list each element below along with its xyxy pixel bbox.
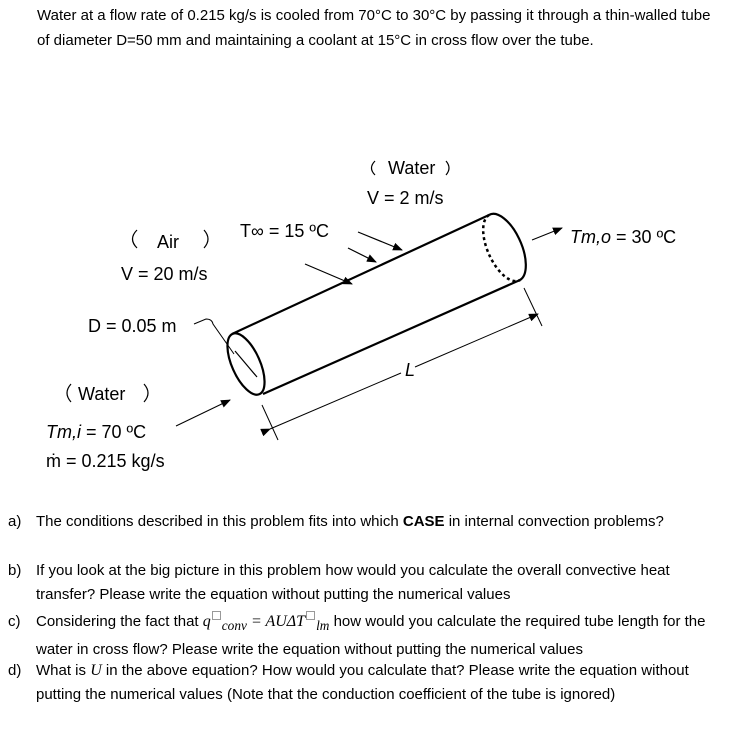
tmi bbox=[46, 421, 146, 443]
placeholder-box bbox=[306, 611, 315, 620]
case-keyword: CASE bbox=[402, 513, 445, 530]
tmi-value: = 70 ºC bbox=[86, 422, 147, 442]
question-d: d) What is U in the above equation? How would you calculate that? Please write the equation without putting the numerical values (Note that the conduction coefficient of the tube is ignored) bbox=[8, 659, 728, 707]
conv-equation: q $_{conv}$ = AUΔT $_{lm}$ bbox=[202, 613, 330, 634]
tmo-symbol: Tm,o bbox=[570, 227, 612, 247]
question-c: c) Considering the fact that q $_{conv}$ = AUΔT $_{lm}$ how would you calculate the required tube length for the water in cross flow? Please write the equation without putting the numerical values bbox=[8, 610, 728, 663]
air-label: Air bbox=[157, 232, 179, 252]
water-inlet-label: Water bbox=[78, 384, 126, 404]
question-b: b) If you look at the big picture in this problem how would you calculate the overall convective heat transfer? Please write the equation without putting the numerical values bbox=[8, 559, 728, 607]
t-infinity bbox=[240, 220, 329, 242]
inlet-arrow bbox=[176, 400, 230, 426]
diameter-label: D = 0.05 m bbox=[88, 316, 177, 336]
tmi-symbol: Tm,i bbox=[46, 422, 81, 442]
water-top-velocity: V = 2 m/s bbox=[367, 188, 444, 208]
question-letter: a) bbox=[8, 513, 22, 530]
placeholder-box bbox=[212, 611, 221, 620]
length-dimension bbox=[262, 288, 542, 440]
question-a: a) The conditions described in this problem fits into which CASE in internal convection problems? bbox=[8, 510, 728, 534]
mass-flow-label: ṁ = 0.215 kg/s bbox=[46, 451, 165, 471]
tube-outlet-end bbox=[489, 214, 526, 280]
air-velocity: V = 20 m/s bbox=[121, 264, 208, 284]
question-letter: b) bbox=[8, 562, 22, 579]
tmo bbox=[570, 226, 676, 248]
t-infinity-value: = 15 ºC bbox=[268, 221, 329, 241]
tmo-value: = 30 ºC bbox=[616, 227, 677, 247]
question-letter: c) bbox=[8, 613, 21, 630]
outlet-arrow bbox=[532, 228, 562, 240]
u-symbol: U bbox=[90, 662, 102, 679]
tube-figure bbox=[0, 140, 733, 480]
problem-statement: Water at a flow rate of 0.215 kg/s is cooled from 70°C to 30°C by passing it through a thin-walled tube of diameter D=50 mm and maintaining a coolant at 15°C in cross flow over the tube. bbox=[37, 7, 711, 49]
length-label: L bbox=[405, 360, 416, 380]
t-infinity-symbol: T∞ bbox=[240, 221, 264, 241]
question-letter: d) bbox=[8, 662, 22, 679]
water-top-label: Water bbox=[388, 158, 436, 178]
